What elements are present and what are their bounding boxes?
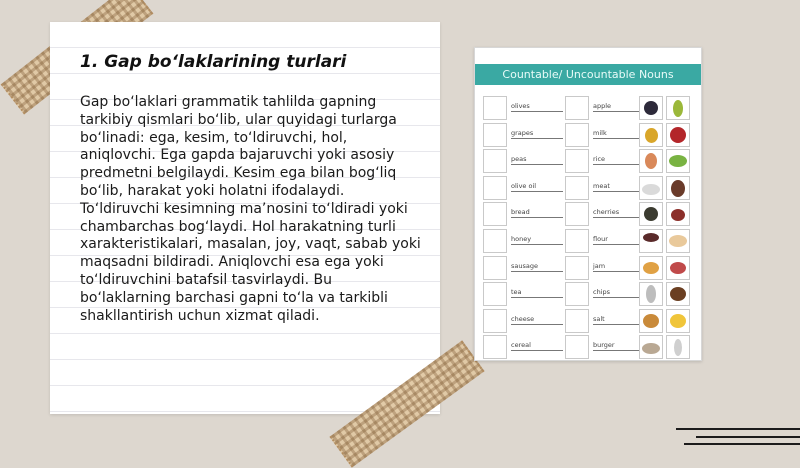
chocolate-picture xyxy=(666,282,690,306)
answer-box xyxy=(483,335,507,359)
worksheet-word: bread xyxy=(511,208,563,218)
answer-box xyxy=(565,309,589,333)
worksheet-word: cheese xyxy=(511,315,563,325)
worksheet-word: milk xyxy=(593,129,645,139)
jam-jar-picture xyxy=(666,176,690,200)
answer-box xyxy=(565,335,589,359)
decorative-line xyxy=(684,443,800,445)
worksheet-word: cereal xyxy=(511,341,563,351)
answer-box xyxy=(483,282,507,306)
worksheet-word: salt xyxy=(593,315,645,325)
olive-oil-picture xyxy=(666,96,690,120)
worksheet-word: grapes xyxy=(511,129,563,139)
worksheet-word: rice xyxy=(593,155,645,165)
honey-picture xyxy=(639,123,663,147)
answer-box xyxy=(565,123,589,147)
answer-box xyxy=(483,229,507,253)
worksheet-title: Countable/ Uncountable Nouns xyxy=(475,64,701,85)
answer-box xyxy=(483,256,507,280)
worksheet-word: apple xyxy=(593,102,645,112)
peas-picture xyxy=(666,149,690,173)
grapes-picture xyxy=(639,96,663,120)
answer-box xyxy=(565,149,589,173)
answer-box xyxy=(565,256,589,280)
answer-box xyxy=(565,176,589,200)
worksheet-word: jam xyxy=(593,262,645,272)
burger-picture xyxy=(639,309,663,333)
answer-box xyxy=(483,149,507,173)
answer-box xyxy=(565,96,589,120)
worksheet-word: meat xyxy=(593,182,645,192)
tea-cup-picture xyxy=(666,202,690,226)
worksheet-word: olive oil xyxy=(511,182,563,192)
worksheet-word: flour xyxy=(593,235,645,245)
paper-body-text: Gap bo‘laklari grammatik tahlilda gapning tarkibiy qismlari bo‘lib, ular quyidagi turlarga bo‘linadi: ega, kesim, to‘ldiruvchi, hol, aniqlovchi. Ega gapda bajaruvchi yoki asosiy predmetni belgilaydi. Kesim ega bilan bog‘liq bo‘lib, harakat yoki holatni ifodalaydi. To‘ldiruvchi kesimning ma’nosini to‘ldiradi yoki chambarchas bog‘laydi. Hol harakatning turli xarakteristikalari, masalan, joy, vaqt, sabab yoki maqsadni bildiradi. Aniqlovchi esa ega yoki to‘ldiruvchini batafsil tasvirlaydi. Bu bo‘laklarning barchasi gapni to‘la va tarkibli shakllantirish uchun xizmat qiladi. xyxy=(80,94,421,324)
worksheet-word: tea xyxy=(511,288,563,298)
answer-box xyxy=(565,229,589,253)
worksheet-word: olives xyxy=(511,102,563,112)
nouns-worksheet-image xyxy=(474,47,702,361)
answer-box xyxy=(483,202,507,226)
answer-box xyxy=(565,202,589,226)
worksheet-word: honey xyxy=(511,235,563,245)
rice-bowl-picture xyxy=(639,176,663,200)
spoon-picture xyxy=(639,229,663,253)
answer-box xyxy=(483,96,507,120)
egg-picture xyxy=(639,149,663,173)
answer-box xyxy=(565,282,589,306)
answer-box xyxy=(483,309,507,333)
bread-picture xyxy=(666,229,690,253)
flour-bowl-picture xyxy=(639,335,663,359)
meat-picture xyxy=(666,256,690,280)
answer-box xyxy=(483,123,507,147)
worksheet-word: cherries xyxy=(593,208,645,218)
answer-box xyxy=(483,176,507,200)
cereal-bowl-picture xyxy=(639,256,663,280)
worksheet-word: peas xyxy=(511,155,563,165)
decorative-line xyxy=(676,428,800,430)
decorative-line xyxy=(696,436,800,438)
page-title: 1. Gap bo‘laklarining turlari xyxy=(80,52,347,72)
cheese-picture xyxy=(666,309,690,333)
apple-picture xyxy=(666,123,690,147)
worksheet-word: chips xyxy=(593,288,645,298)
salt-shaker-picture xyxy=(666,335,690,359)
cherries-picture xyxy=(639,202,663,226)
milk-glass-picture xyxy=(639,282,663,306)
worksheet-word: burger xyxy=(593,341,645,351)
worksheet-word: sausage xyxy=(511,262,563,272)
